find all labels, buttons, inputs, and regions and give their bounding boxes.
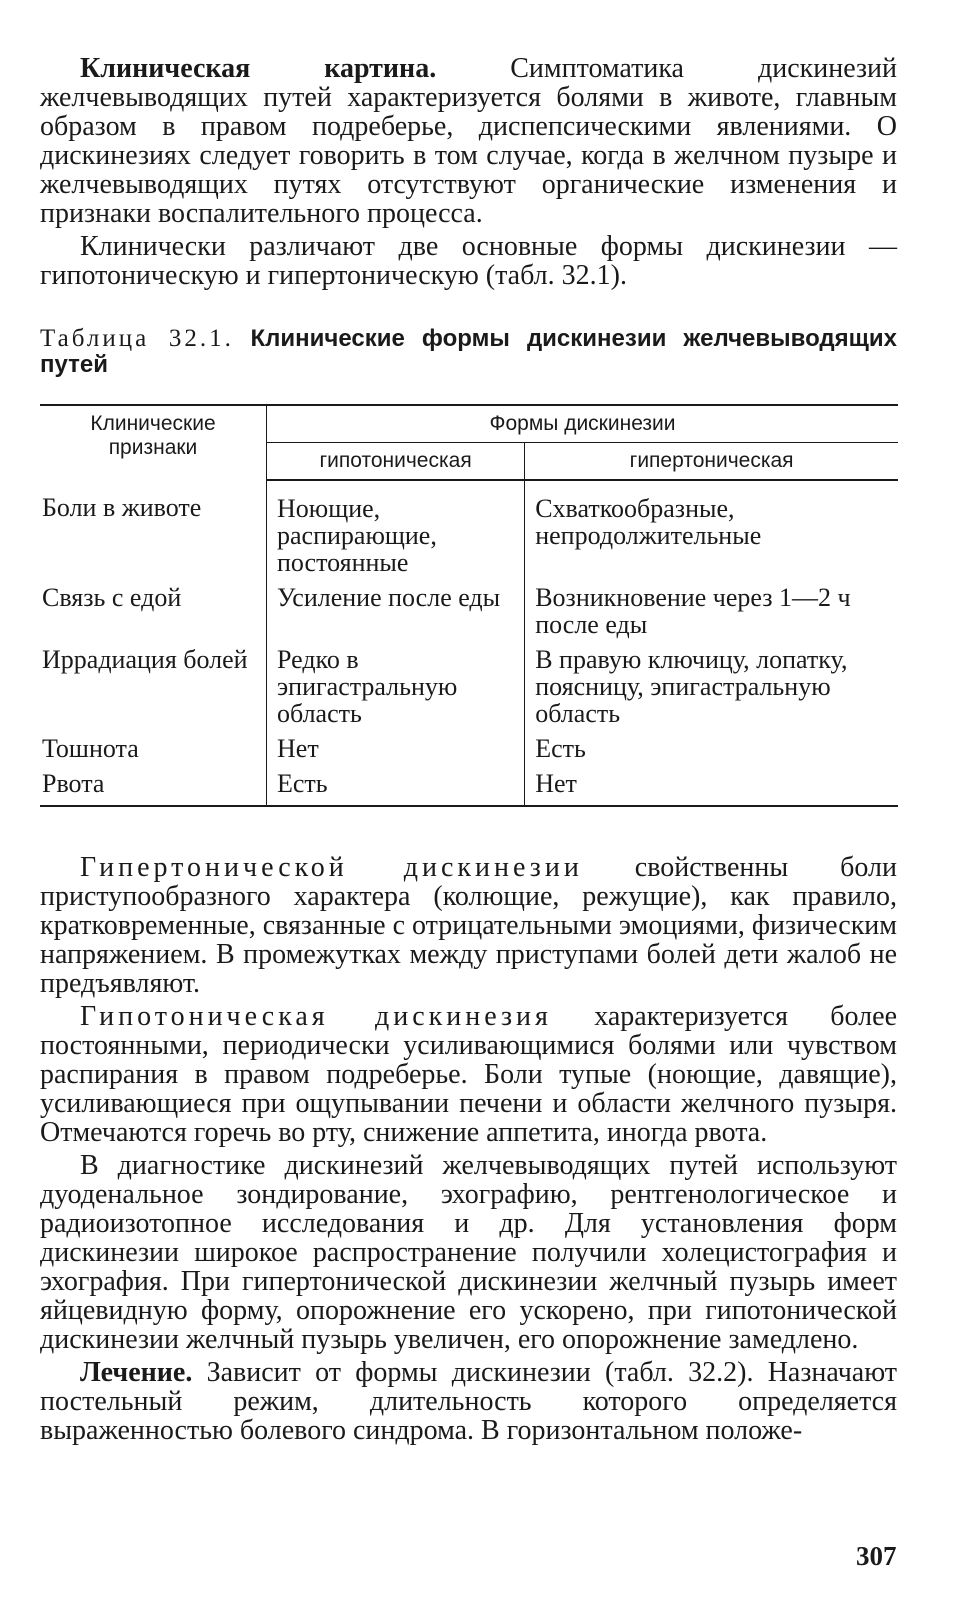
- table-row: [40, 640, 898, 729]
- cell-hypotonic: Ноющие, распирающие, постоянные: [267, 480, 525, 578]
- paragraph-hypertonic: [40, 853, 897, 998]
- cell-hypertonic: Есть: [525, 729, 898, 764]
- table-row: [40, 480, 898, 578]
- cell-hypotonic: Усиление после еды: [267, 578, 525, 640]
- hypertonic-term: Гипертонической дискинезии: [80, 852, 583, 883]
- cell-hypertonic: Возникновение через 1—2 ч после еды: [525, 578, 898, 640]
- treatment-text: Зависит от формы дискинезии (табл. 32.2). Назначают постельный режим, длительность которого определяется выраженностью болевого синдрома. В горизонтальном положе-: [40, 1357, 897, 1446]
- paragraph-hypotonic: [40, 1002, 897, 1147]
- cell-hypotonic: Редко в эпигастральную область: [267, 640, 525, 729]
- cell-hypotonic: Есть: [267, 764, 525, 806]
- paragraph-diagnostics: В диагностике дискинезий желчевыводящих путей используют дуоденальное зондирование, эхографию, рентгенологическое и радиоизотопное исследования и др. Для установления форм дискинезии широкое распространение получили холецистография и эхография. При гипертонической дискинезии желчный пузырь имеет яйцевидную форму, опорожнение его ускорено, при гипотонической дискинезии желчный пузырь увеличен, его опорожнение замедлено.: [40, 1150, 897, 1355]
- table-row: [40, 729, 898, 764]
- dyskinesia-forms-table: [40, 404, 898, 807]
- header-clinical-signs: Клинические признаки: [40, 405, 267, 480]
- cell-sign: Иррадиация болей: [42, 645, 248, 674]
- table-caption-title: Клинические формы дискинезии желчевыводящих путей: [40, 325, 898, 378]
- table-caption-label: Таблица 32.1.: [40, 325, 234, 352]
- table-row: [40, 764, 898, 806]
- cell-sign: Тошнота: [42, 734, 139, 763]
- cell-hypertonic: Схваткообразные, непродолжительные: [525, 480, 898, 578]
- paragraph-clinical-picture: [40, 54, 897, 228]
- cell-hypertonic: В правую ключицу, лопатку, поясницу, эпигастральную область: [525, 640, 898, 729]
- cell-hypertonic: Нет: [525, 764, 898, 806]
- cell-sign: Связь с едой: [42, 583, 182, 612]
- treatment-heading: Лечение.: [80, 1357, 193, 1388]
- hypotonic-text: характеризуется более постоянными, периодически усиливающимися болями или чувством распирания в правом подреберье. Боли тупые (ноющие, давящие), усиливающиеся при ощупывании печени и области желчного пузыря. Отмечаются горечь во рту, снижение аппетита, иногда рвота.: [40, 1001, 897, 1148]
- header-hypotonic: гипотоническая: [267, 443, 525, 481]
- clinical-picture-heading: Клиническая картина.: [80, 53, 437, 84]
- cell-sign: Боли в животе: [42, 493, 202, 522]
- table-row: [40, 578, 898, 640]
- header-hypertonic: гипертоническая: [525, 443, 898, 481]
- cell-hypotonic: Нет: [267, 729, 525, 764]
- paragraph-forms-intro: Клинически различают две основные формы дискинезии — гипотоническую и гипертоническую (табл. 32.1).: [40, 231, 897, 291]
- hypotonic-term: Гипотоническая дискинезия: [80, 1001, 552, 1032]
- paragraph-treatment: [40, 1358, 897, 1445]
- cell-sign: Рвота: [40, 764, 267, 806]
- clinical-picture-text: Симптоматика дискинезий желчевыводящих путей характеризуется болями в животе, главным образом в правом подреберье, диспепсическими явлениями. О дискинезиях следует говорить в том случае, когда в желчном пузыре и желчевыводящих путях отсутствуют органические изменения и признаки воспалительного процесса.: [40, 53, 897, 229]
- table-caption: [40, 326, 897, 378]
- page-number: 307: [856, 1541, 897, 1571]
- header-dyskinesia-forms: Формы дискинезии: [267, 405, 899, 443]
- hypertonic-text: свойственны боли приступообразного характера (колющие, режущие), как правило, кратковременные, связанные с отрицательными эмоциями, физическим напряжением. В промежутках между приступами болей дети жалоб не предъявляют.: [40, 852, 897, 999]
